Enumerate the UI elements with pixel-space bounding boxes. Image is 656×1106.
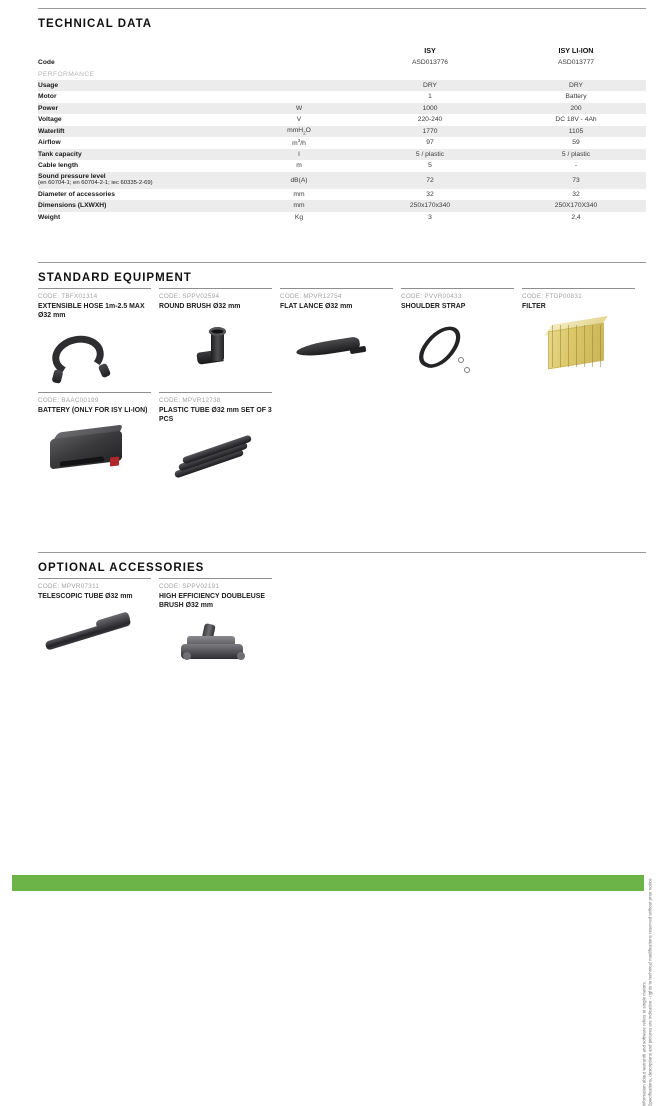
- table-row-code: [38, 57, 646, 69]
- table-row: [38, 137, 646, 149]
- optional-accessories-section: [38, 552, 646, 574]
- card-divider: [401, 288, 514, 289]
- product-code: CODE: TBFX01314: [38, 293, 98, 300]
- row-value-isy: 1: [428, 93, 432, 101]
- row-label: Code: [38, 59, 55, 67]
- optional-accessories-title: OPTIONAL ACCESSORIES: [38, 562, 205, 574]
- row-unit: mmH$_2$O: [244, 126, 354, 138]
- technical-data-title: TECHNICAL DATA: [38, 18, 153, 30]
- standard-equipment-grid: [38, 288, 646, 538]
- row-unit: Kg: [294, 213, 304, 221]
- row-value-isy: 1770: [354, 126, 506, 138]
- row-label: Airflow: [38, 139, 61, 147]
- row-unit: [244, 91, 354, 103]
- table-row: [38, 160, 646, 172]
- row-label: Tank capacity: [38, 149, 244, 161]
- card-divider: [159, 392, 272, 393]
- row-unit: [244, 57, 354, 69]
- product-code: CODE: MPVR12738: [159, 397, 221, 404]
- product-code: CODE: FTDP00831: [522, 293, 582, 300]
- product-image: [159, 430, 272, 492]
- table-row: [38, 189, 646, 201]
- standard-equipment-title: STANDARD EQUIPMENT: [38, 272, 192, 284]
- brush-bristles: [209, 327, 226, 336]
- row-value-isy-liion: 73: [506, 172, 646, 189]
- product-card: [38, 578, 151, 669]
- product-name: PLASTIC TUBE Ø32 mm SET OF 3 PCS: [159, 406, 272, 423]
- brush-wheel-left: [183, 652, 191, 660]
- card-divider: [38, 288, 151, 289]
- product-name: EXTENSIBLE HOSE 1m-2.5 MAX Ø32 mm: [38, 302, 145, 319]
- model-name-1: ISY: [424, 46, 436, 55]
- section-divider: [38, 262, 646, 263]
- subheader-label: PERFORMANCE: [38, 70, 95, 78]
- row-value-isy-liion: Battery: [565, 93, 587, 101]
- product-code: CODE: SPPV02191: [159, 583, 220, 590]
- table-row: [38, 149, 646, 161]
- section-divider: [38, 552, 646, 553]
- row-label: Voltage: [38, 116, 62, 124]
- row-value-isy: 72: [354, 172, 506, 189]
- product-image: [38, 421, 151, 483]
- row-value-isy: 220-240: [417, 116, 443, 124]
- section-divider: [38, 8, 646, 9]
- product-name: FLAT LANCE Ø32 mm: [280, 302, 353, 310]
- strap-hook-a: [458, 357, 464, 363]
- row-value-isy: 32: [426, 190, 434, 198]
- row-value-isy-liion: DC 18V - 4Ah: [555, 116, 597, 124]
- row-value-isy-liion: 2,4: [571, 213, 581, 221]
- specifications-table: [38, 42, 646, 223]
- footer-bar: [12, 875, 644, 891]
- table-row: [38, 103, 646, 115]
- row-unit: m: [296, 162, 302, 170]
- product-image: [401, 317, 514, 379]
- table-row: [38, 172, 646, 189]
- row-value-isy-liion: 5 / plastic: [506, 149, 646, 161]
- technical-data-section: [38, 8, 646, 223]
- product-card: [38, 392, 151, 483]
- product-image: [159, 616, 272, 678]
- row-unit: W: [244, 103, 354, 115]
- disclaimer-line-1: Information about warranth and software refers to single motors.: [641, 980, 647, 1106]
- card-divider: [522, 288, 635, 289]
- product-code: CODE: MPVR12754: [280, 293, 342, 300]
- product-card: [522, 288, 635, 379]
- row-unit: mm: [244, 200, 354, 212]
- row-value-isy-liion: 32: [572, 190, 580, 198]
- row-value-isy: 97: [426, 139, 434, 147]
- product-image: [38, 326, 151, 388]
- product-card: [401, 288, 514, 379]
- product-image: [159, 317, 272, 379]
- row-value-isy-liion: 1105: [506, 126, 646, 138]
- table-row: [38, 200, 646, 212]
- hose-end-b: [98, 362, 112, 378]
- row-label: Diameter of accessories: [38, 190, 115, 198]
- row-unit: dB(A): [244, 172, 354, 189]
- row-value-isy: 5: [428, 162, 432, 170]
- product-name: HIGH EFFICIENCY DOUBLEUSE BRUSH Ø32 mm: [159, 592, 266, 609]
- row-label: Dimensions (LXWXH): [38, 200, 244, 212]
- row-unit: V: [296, 116, 302, 124]
- product-code: CODE: BAAC00199: [38, 397, 99, 404]
- code-value-1: ASD013776: [411, 59, 449, 67]
- product-image: [522, 317, 635, 379]
- row-value-isy-liion: -: [574, 162, 578, 170]
- row-label: Cable length: [38, 162, 79, 170]
- row-unit: mm: [293, 190, 305, 198]
- row-value-isy: 5 / plastic: [354, 149, 506, 161]
- optional-accessories-grid: [38, 578, 646, 698]
- row-label: Usage: [38, 80, 244, 92]
- strap-band: [411, 321, 468, 373]
- row-value-isy-liion: 59: [572, 139, 580, 147]
- row-value-isy: DRY: [354, 80, 506, 92]
- product-image: [38, 607, 151, 669]
- battery-release-button: [110, 456, 119, 466]
- header-spacer: [38, 42, 244, 57]
- card-divider: [159, 578, 272, 579]
- standard-equipment-section: [38, 262, 646, 284]
- row-unit: $m^3/h$: [292, 138, 306, 148]
- product-card: [159, 392, 272, 492]
- row-value-isy: 250x170x340: [354, 200, 506, 212]
- model-name-2: ISY LI-ION: [558, 46, 594, 55]
- product-code: CODE: MPVR07311: [38, 583, 100, 590]
- card-divider: [280, 288, 393, 289]
- row-label: Waterlift: [38, 126, 244, 138]
- product-name: ROUND BRUSH Ø32 mm: [159, 302, 241, 310]
- row-value-isy-liion: 250X170X340: [506, 200, 646, 212]
- hose-end-a: [52, 369, 64, 384]
- product-image: [280, 317, 393, 379]
- disclaimer-line-2: Specifications, descriptions and pictures are indicative - rights to technical modifications reserved without prior notice: [647, 878, 653, 1106]
- row-label: Weight: [38, 213, 61, 221]
- product-card: [38, 288, 151, 388]
- row-value-isy: 3: [428, 213, 432, 221]
- row-unit: l: [244, 149, 354, 161]
- product-name: TELESCOPIC TUBE Ø32 mm: [38, 592, 133, 600]
- row-value-isy-liion: 200: [506, 103, 646, 115]
- table-row: [38, 114, 646, 126]
- table-header-row: [38, 42, 646, 57]
- table-row: [38, 126, 646, 138]
- header-unit: [244, 42, 354, 57]
- row-unit: [244, 80, 354, 92]
- product-card: [159, 288, 272, 379]
- row-value-isy-liion: DRY: [506, 80, 646, 92]
- row-label: Power: [38, 103, 244, 115]
- disclaimer-text: [642, 878, 654, 1106]
- product-card: [280, 288, 393, 379]
- strap-hook-b: [464, 367, 470, 373]
- card-divider: [38, 392, 151, 393]
- product-code: CODE: SPPV02594: [159, 293, 220, 300]
- row-label: Sound pressure level (en 60704-1; en 60704-2-1; iec 60335-2-69): [38, 172, 244, 189]
- card-divider: [38, 578, 151, 579]
- table-row: [38, 91, 646, 103]
- row-value-isy: 1000: [354, 103, 506, 115]
- code-value-2: ASD013777: [557, 59, 595, 67]
- table-row: [38, 212, 646, 224]
- product-code: CODE: PVVR00433: [401, 293, 462, 300]
- table-row: [38, 80, 646, 92]
- filter-pleats: [522, 317, 635, 379]
- product-name: SHOULDER STRAP: [401, 302, 466, 310]
- product-card: [159, 578, 272, 678]
- product-name: BATTERY (ONLY FOR ISY LI-ION): [38, 406, 148, 414]
- product-name: FILTER: [522, 302, 546, 310]
- row-label: Motor: [38, 93, 57, 101]
- card-divider: [159, 288, 272, 289]
- table-subheader-performance: [38, 69, 646, 80]
- brush-wheel-right: [237, 652, 245, 660]
